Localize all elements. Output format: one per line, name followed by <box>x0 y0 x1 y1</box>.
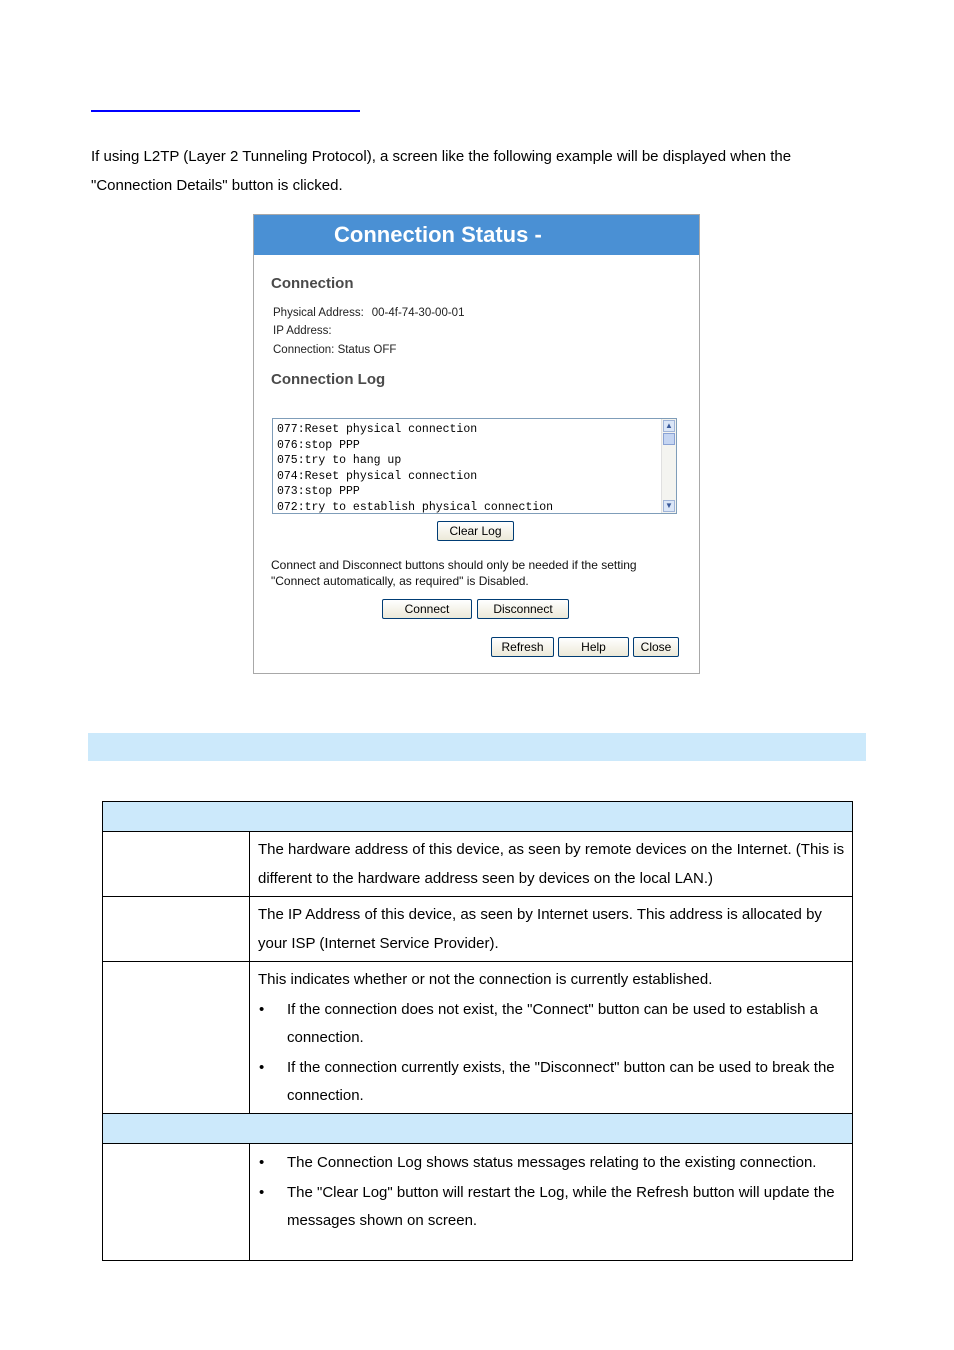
log-scrollbar[interactable] <box>661 419 676 513</box>
connection-log-heading: Connection Log <box>271 371 386 388</box>
list-item: • If the connection does not exist, the "Connect" button can be used to establish a connection. <box>287 996 846 1052</box>
field-name-cell <box>103 1144 250 1261</box>
table-group-header <box>103 1114 853 1144</box>
connect-note <box>271 557 681 589</box>
intro-line-2: "Connection Details" button is clicked. <box>91 177 343 194</box>
status-bullet-list <box>258 996 846 1110</box>
table-row <box>103 1144 853 1261</box>
scroll-up-icon[interactable]: ▲ <box>663 420 675 432</box>
group-header-cell <box>103 802 853 832</box>
help-button[interactable]: Help <box>558 637 629 657</box>
log-bullet-list <box>258 1149 846 1235</box>
note-line-2: "Connect automatically, as required" is Disabled. <box>271 574 529 588</box>
scroll-down-icon[interactable]: ▼ <box>663 500 675 512</box>
log-line: 075:try to hang up <box>277 454 402 467</box>
physical-address-row <box>273 307 464 319</box>
connection-log-description <box>250 1144 853 1261</box>
connection-status-description <box>250 962 853 1114</box>
status-description-text: This indicates whether or not the connection is currently established. <box>258 971 713 988</box>
field-name-cell <box>103 832 250 897</box>
connection-status-row <box>273 344 396 356</box>
physical-address-label: Physical Address: <box>273 307 364 319</box>
connection-status-screenshot <box>253 214 700 674</box>
list-item: • The Connection Log shows status messages relating to the existing connection. <box>287 1149 846 1177</box>
refresh-button[interactable]: Refresh <box>491 637 554 657</box>
log-lines <box>277 422 553 514</box>
section-heading-link[interactable] <box>91 110 360 112</box>
connect-button[interactable]: Connect <box>382 599 472 619</box>
connection-log-textarea[interactable] <box>272 418 677 514</box>
table-group-header <box>103 802 853 832</box>
clear-log-button[interactable]: Clear Log <box>437 521 514 541</box>
scroll-thumb[interactable] <box>663 433 675 445</box>
ip-address-label: IP Address: <box>273 325 332 337</box>
log-line: 073:stop PPP <box>277 485 360 498</box>
connection-status-value: OFF <box>373 344 397 356</box>
ip-address-description: The IP Address of this device, as seen by Internet users. This address is allocated by your ISP (Internet Service Provider). <box>250 897 853 962</box>
field-name-cell <box>103 962 250 1114</box>
note-line-1: Connect and Disconnect buttons should only be needed if the setting <box>271 558 637 572</box>
log-line: 072:try to establish physical connection <box>277 500 554 514</box>
field-name-cell <box>103 897 250 962</box>
list-item: • The "Clear Log" button will restart the Log, while the Refresh button will update the messages shown on screen. <box>287 1179 846 1235</box>
log-line: 077:Reset physical connection <box>277 423 478 436</box>
panel-title-bar <box>254 215 699 255</box>
group-header-cell <box>103 1114 853 1144</box>
disconnect-button[interactable]: Disconnect <box>477 599 569 619</box>
section-title-bar <box>88 733 866 761</box>
close-button[interactable]: Close <box>633 637 679 657</box>
log-line: 076:stop PPP <box>277 438 360 452</box>
list-item: • If the connection currently exists, the "Disconnect" button can be used to break the connection. <box>287 1054 846 1110</box>
table-row <box>103 962 853 1114</box>
physical-address-description: The hardware address of this device, as seen by remote devices on the Internet. (This is different to the hardware address seen by devices on the local LAN.) <box>250 832 853 897</box>
connection-heading: Connection <box>271 275 354 292</box>
intro-paragraph <box>91 142 871 200</box>
field-description-table <box>102 801 853 1261</box>
table-row <box>103 897 853 962</box>
intro-line-1: If using L2TP (Layer 2 Tunneling Protocol), a screen like the following example will be displayed when the <box>91 148 792 165</box>
ip-address-row <box>273 325 332 337</box>
panel-title: Connection Status - <box>334 222 542 247</box>
table-row <box>103 832 853 897</box>
physical-address-value: 00-4f-74-30-00-01 <box>371 307 465 319</box>
log-line: 074:Reset physical connection <box>277 469 478 483</box>
connection-status-label: Connection: Status <box>273 344 371 356</box>
